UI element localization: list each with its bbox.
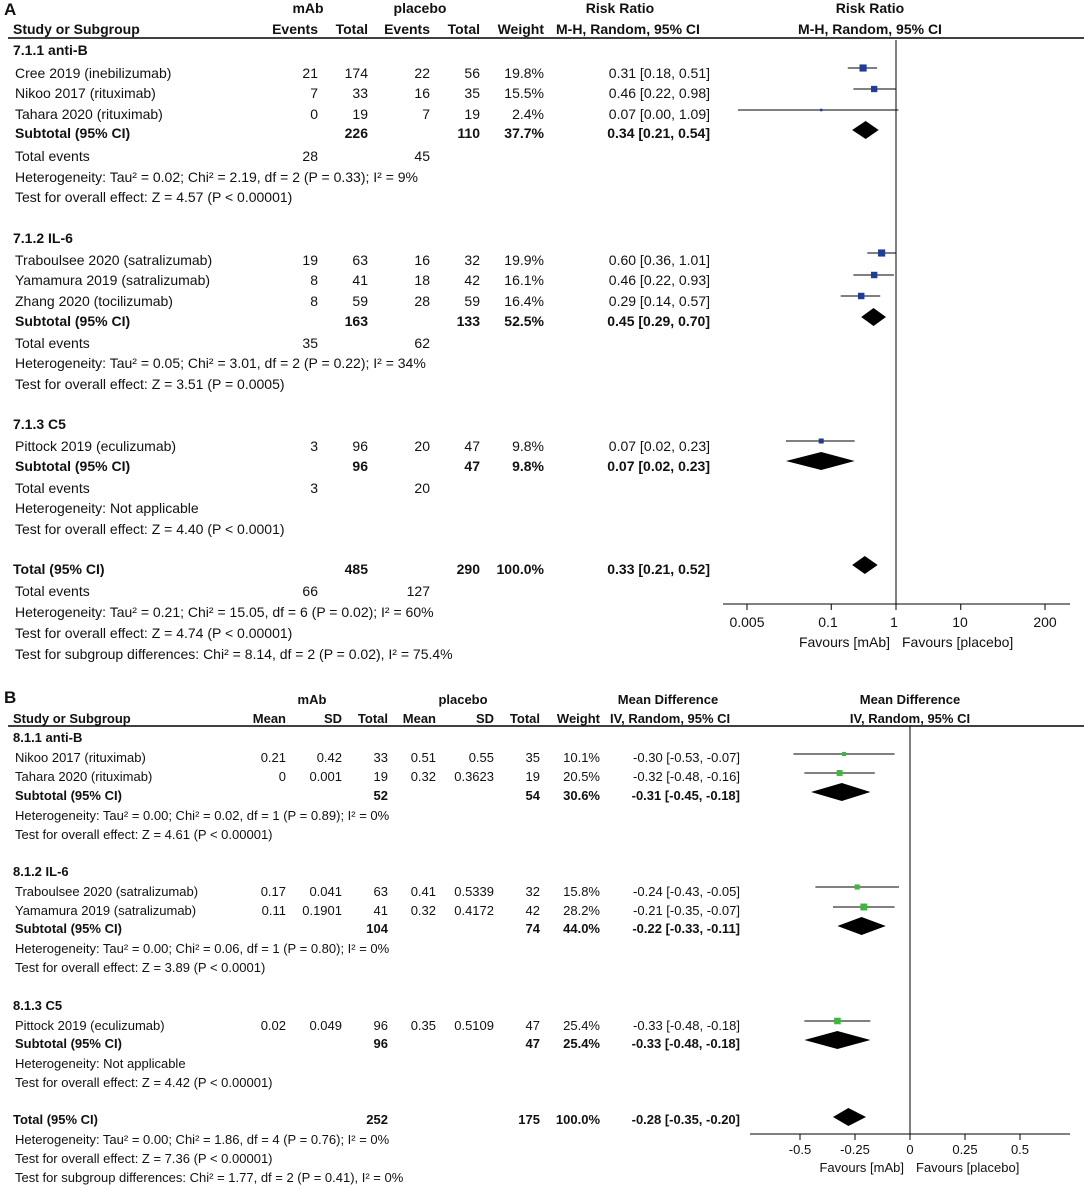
effect-ci: 0.45 [0.29, 0.70] — [607, 313, 710, 329]
total-mab: 19 — [373, 769, 388, 784]
total-mab: 174 — [344, 65, 368, 81]
study-name: Tahara 2020 (rituximab) — [15, 769, 153, 784]
b-subgroup-title: 8.1.2 IL-6 — [13, 864, 69, 879]
total-placebo: 47 — [525, 1036, 540, 1051]
total-placebo: 19 — [525, 769, 540, 784]
total-mab: 226 — [344, 125, 368, 141]
axis-tick-label: 1 — [890, 614, 898, 630]
a-study-marker — [871, 86, 877, 92]
weight: 100.0% — [555, 1112, 600, 1127]
study-name: Yamamura 2019 (satralizumab) — [15, 272, 211, 288]
effect-ci: -0.33 [-0.48, -0.18] — [633, 1018, 740, 1033]
effect-ci: -0.31 [-0.45, -0.18] — [631, 788, 740, 803]
heterogeneity-text: Heterogeneity: Tau² = 0.00; Chi² = 1.86, df = 4 (P = 0.76); I² = 0% — [15, 1132, 390, 1147]
events-placebo: 18 — [414, 272, 430, 288]
events-mab: 8 — [310, 272, 318, 288]
b-effect-title: Mean Difference — [617, 692, 719, 707]
overall-effect-text: Test for overall effect: Z = 7.36 (P < 0.00001) — [15, 1151, 273, 1166]
total-events-label: Total events — [15, 148, 90, 164]
subtotal-label: Subtotal (95% CI) — [15, 313, 131, 329]
events-placebo: 20 — [414, 480, 430, 496]
favours-right: Favours [placebo] — [916, 1160, 1020, 1175]
total-mab: 96 — [352, 438, 368, 454]
a-plot-title: Risk Ratio — [835, 0, 905, 16]
sd-mab: 0.049 — [309, 1018, 342, 1033]
total-placebo: 133 — [456, 313, 480, 329]
study-name: Zhang 2020 (tocilizumab) — [15, 293, 173, 309]
sd-mab: 0.42 — [316, 750, 342, 765]
total-mab: 96 — [352, 458, 368, 474]
a-subgroup-title: 7.1.3 C5 — [13, 416, 66, 432]
weight: 9.8% — [512, 438, 544, 454]
b-plot-method: IV, Random, 95% CI — [849, 711, 971, 726]
b-study-header: Study or Subgroup — [13, 711, 131, 726]
subtotal-label: Subtotal (95% CI) — [15, 1036, 122, 1051]
effect-ci: 0.07 [0.02, 0.23] — [607, 458, 710, 474]
a-plot-method: M-H, Random, 95% CI — [798, 21, 942, 37]
a-effect-method: M-H, Random, 95% CI — [556, 21, 700, 37]
weight: 37.7% — [504, 125, 544, 141]
total-mab: 252 — [366, 1112, 388, 1127]
total-mab: 104 — [366, 921, 388, 936]
events-placebo: 62 — [414, 335, 430, 351]
weight: 44.0% — [563, 921, 600, 936]
mean-placebo: 0.51 — [410, 750, 436, 765]
b-weight-header: Weight — [556, 711, 600, 726]
total-mab: 52 — [373, 788, 388, 803]
b-group1-header: mAb — [297, 692, 327, 707]
total-placebo: 290 — [456, 561, 480, 577]
events-placebo: 45 — [414, 148, 430, 164]
total-placebo: 42 — [525, 903, 540, 918]
axis-tick-label: 0 — [906, 1142, 914, 1157]
axis-tick-label: -0.25 — [840, 1142, 870, 1157]
study-name: Traboulsee 2020 (satralizumab) — [15, 884, 199, 899]
events-mab: 28 — [302, 148, 318, 164]
effect-ci: 0.46 [0.22, 0.93] — [608, 272, 710, 288]
effect-ci: -0.21 [-0.35, -0.07] — [633, 903, 740, 918]
b-diamond — [837, 917, 885, 935]
b-mean1-header: Mean — [252, 711, 286, 726]
total-mab: 485 — [344, 561, 368, 577]
overall-effect-text: Test for overall effect: Z = 3.89 (P < 0.0001) — [15, 960, 266, 975]
favours-right: Favours [placebo] — [902, 634, 1014, 650]
overall-effect-text: Test for overall effect: Z = 4.42 (P < 0.00001) — [15, 1075, 273, 1090]
effect-ci: 0.29 [0.14, 0.57] — [608, 293, 710, 309]
effect-ci: 0.07 [0.00, 1.09] — [608, 106, 710, 122]
mean-mab: 0.02 — [260, 1018, 286, 1033]
heterogeneity-text: Heterogeneity: Tau² = 0.00; Chi² = 0.02, df = 1 (P = 0.89); I² = 0% — [15, 808, 390, 823]
a-diamond — [852, 556, 877, 574]
b-plot-title: Mean Difference — [859, 692, 961, 707]
b-diamond — [833, 1108, 866, 1126]
sd-mab: 0.1901 — [302, 903, 342, 918]
weight: 2.4% — [512, 106, 544, 122]
axis-tick-label: -0.5 — [788, 1142, 812, 1157]
sd-placebo: 0.5339 — [454, 884, 494, 899]
total-label: Total (95% CI) — [13, 561, 105, 577]
axis-tick-label: 0.5 — [1010, 1142, 1030, 1157]
study-name: Yamamura 2019 (satralizumab) — [15, 903, 197, 918]
total-mab: 163 — [344, 313, 368, 329]
a-diamond — [852, 121, 879, 139]
favours-left: Favours [mAb] — [819, 1160, 904, 1175]
events-mab: 35 — [302, 335, 318, 351]
subtotal-label: Subtotal (95% CI) — [15, 788, 122, 803]
total-placebo: 54 — [525, 788, 540, 803]
a-diamond — [786, 452, 855, 470]
favours-left: Favours [mAb] — [798, 634, 890, 650]
effect-ci: -0.22 [-0.33, -0.11] — [632, 921, 740, 936]
sd-placebo: 0.55 — [468, 750, 494, 765]
events-placebo: 20 — [414, 438, 430, 454]
events-placebo: 7 — [422, 106, 430, 122]
b-mean2-header: Mean — [402, 711, 436, 726]
b-total2-header: Total — [509, 711, 540, 726]
subgroup-diff-text: Test for subgroup differences: Chi² = 1.77, df = 2 (P = 0.41), I² = 0% — [15, 1170, 404, 1185]
study-name: Traboulsee 2020 (satralizumab) — [15, 252, 213, 268]
heterogeneity-text: Heterogeneity: Not applicable — [15, 1056, 186, 1071]
b-sd1-header: SD — [323, 711, 342, 726]
a-study-marker — [878, 249, 885, 256]
total-placebo: 175 — [518, 1112, 540, 1127]
total-events-label: Total events — [15, 480, 90, 496]
total-mab: 63 — [373, 884, 388, 899]
total-placebo: 19 — [464, 106, 480, 122]
study-name: Pittock 2019 (eculizumab) — [15, 438, 177, 454]
a-subgroup-title: 7.1.1 anti-B — [13, 42, 88, 58]
a-total1-header: Total — [335, 21, 368, 37]
total-label: Total (95% CI) — [13, 1112, 98, 1127]
a-events1-header: Events — [272, 21, 318, 37]
events-mab: 66 — [302, 583, 318, 599]
sd-mab: 0.041 — [309, 884, 342, 899]
b-study-marker — [834, 1018, 841, 1025]
events-mab: 0 — [310, 106, 318, 122]
effect-ci: 0.46 [0.22, 0.98] — [608, 85, 710, 101]
subtotal-label: Subtotal (95% CI) — [15, 458, 131, 474]
total-placebo: 35 — [464, 85, 480, 101]
b-diamond — [804, 1031, 870, 1049]
weight: 52.5% — [504, 313, 544, 329]
events-mab: 3 — [310, 438, 318, 454]
heterogeneity-text: Heterogeneity: Tau² = 0.00; Chi² = 0.06, df = 1 (P = 0.80); I² = 0% — [15, 941, 390, 956]
weight: 10.1% — [563, 750, 600, 765]
weight: 100.0% — [496, 561, 544, 577]
total-placebo: 74 — [525, 921, 540, 936]
sd-placebo: 0.4172 — [454, 903, 494, 918]
weight: 16.4% — [504, 293, 544, 309]
total-placebo: 47 — [464, 458, 480, 474]
b-diamond — [811, 783, 870, 801]
overall-effect-text: Test for overall effect: Z = 4.57 (P < 0.00001) — [15, 189, 293, 205]
axis-tick-label: 200 — [1033, 614, 1057, 630]
mean-placebo: 0.32 — [410, 769, 436, 784]
effect-ci: 0.33 [0.21, 0.52] — [607, 561, 710, 577]
total-placebo: 32 — [525, 884, 540, 899]
weight: 25.4% — [563, 1036, 600, 1051]
b-sd2-header: SD — [475, 711, 494, 726]
a-study-marker — [819, 438, 824, 443]
effect-ci: 0.07 [0.02, 0.23] — [608, 438, 710, 454]
effect-ci: -0.32 [-0.48, -0.16] — [633, 769, 740, 784]
panel-a-letter: A — [4, 0, 17, 19]
events-mab: 21 — [302, 65, 318, 81]
effect-ci: 0.34 [0.21, 0.54] — [607, 125, 710, 141]
heterogeneity-text: Heterogeneity: Tau² = 0.05; Chi² = 3.01, df = 2 (P = 0.22); I² = 34% — [15, 355, 426, 371]
events-mab: 3 — [310, 480, 318, 496]
a-study-header: Study or Subgroup — [13, 21, 140, 37]
study-name: Pittock 2019 (eculizumab) — [15, 1018, 165, 1033]
weight: 28.2% — [563, 903, 600, 918]
overall-effect-text: Test for overall effect: Z = 4.61 (P < 0.00001) — [15, 827, 273, 842]
events-placebo: 16 — [414, 252, 430, 268]
total-placebo: 47 — [525, 1018, 540, 1033]
b-subgroup-title: 8.1.1 anti-B — [13, 730, 83, 745]
total-placebo: 47 — [464, 438, 480, 454]
mean-placebo: 0.41 — [410, 884, 436, 899]
total-placebo: 59 — [464, 293, 480, 309]
subgroup-diff-text: Test for subgroup differences: Chi² = 8.14, df = 2 (P = 0.02), I² = 75.4% — [15, 646, 453, 662]
effect-ci: -0.33 [-0.48, -0.18] — [631, 1036, 740, 1051]
sd-placebo: 0.5109 — [454, 1018, 494, 1033]
total-events-label: Total events — [15, 583, 90, 599]
weight: 19.8% — [504, 65, 544, 81]
total-mab: 59 — [352, 293, 368, 309]
b-group2-header: placebo — [438, 692, 488, 707]
sd-mab: 0.001 — [309, 769, 342, 784]
heterogeneity-text: Heterogeneity: Not applicable — [15, 500, 199, 516]
subtotal-label: Subtotal (95% CI) — [15, 125, 131, 141]
overall-effect-text: Test for overall effect: Z = 3.51 (P = 0.0005) — [15, 376, 285, 392]
weight: 19.9% — [504, 252, 544, 268]
a-study-marker — [860, 64, 867, 71]
study-name: Nikoo 2017 (rituximab) — [15, 85, 156, 101]
events-mab: 7 — [310, 85, 318, 101]
events-placebo: 16 — [414, 85, 430, 101]
total-mab: 33 — [352, 85, 368, 101]
b-study-marker — [860, 904, 867, 911]
weight: 25.4% — [563, 1018, 600, 1033]
effect-ci: 0.60 [0.36, 1.01] — [608, 252, 710, 268]
a-subgroup-title: 7.1.2 IL-6 — [13, 230, 73, 246]
axis-tick-label: 0.1 — [818, 614, 838, 630]
events-mab: 19 — [302, 252, 318, 268]
mean-mab: 0.21 — [260, 750, 286, 765]
a-group1-header: mAb — [292, 0, 324, 16]
b-study-marker — [842, 752, 846, 756]
study-name: Nikoo 2017 (rituximab) — [15, 750, 146, 765]
total-mab: 63 — [352, 252, 368, 268]
a-total2-header: Total — [447, 21, 480, 37]
total-placebo: 110 — [457, 125, 480, 141]
a-weight-header: Weight — [497, 21, 544, 37]
weight: 30.6% — [563, 788, 600, 803]
mean-placebo: 0.35 — [410, 1018, 436, 1033]
b-total1-header: Total — [357, 711, 388, 726]
weight: 15.5% — [504, 85, 544, 101]
weight: 9.8% — [512, 458, 544, 474]
weight: 15.8% — [563, 884, 600, 899]
heterogeneity-text: Heterogeneity: Tau² = 0.21; Chi² = 15.05, df = 6 (P = 0.02); I² = 60% — [15, 604, 434, 620]
effect-ci: -0.30 [-0.53, -0.07] — [633, 750, 740, 765]
a-study-marker — [858, 293, 864, 299]
b-subgroup-title: 8.1.3 C5 — [13, 998, 63, 1013]
a-study-marker — [871, 272, 877, 278]
events-placebo: 127 — [406, 583, 430, 599]
total-events-label: Total events — [15, 335, 90, 351]
heterogeneity-text: Heterogeneity: Tau² = 0.02; Chi² = 2.19, df = 2 (P = 0.33); I² = 9% — [15, 169, 418, 185]
sd-placebo: 0.3623 — [454, 769, 494, 784]
total-mab: 33 — [373, 750, 388, 765]
effect-ci: -0.24 [-0.43, -0.05] — [633, 884, 740, 899]
weight: 16.1% — [504, 272, 544, 288]
total-mab: 19 — [352, 106, 368, 122]
events-mab: 8 — [310, 293, 318, 309]
mean-mab: 0 — [278, 769, 286, 784]
mean-mab: 0.17 — [260, 884, 286, 899]
mean-mab: 0.11 — [261, 903, 286, 918]
a-events2-header: Events — [384, 21, 430, 37]
study-name: Tahara 2020 (rituximab) — [15, 106, 163, 122]
overall-effect-text: Test for overall effect: Z = 4.40 (P < 0.0001) — [15, 521, 285, 537]
total-mab: 41 — [373, 903, 388, 918]
mean-placebo: 0.32 — [410, 903, 436, 918]
effect-ci: 0.31 [0.18, 0.51] — [608, 65, 710, 81]
total-placebo: 35 — [525, 750, 540, 765]
total-mab: 41 — [352, 272, 368, 288]
axis-tick-label: 0.005 — [729, 614, 765, 630]
overall-effect-text: Test for overall effect: Z = 4.74 (P < 0.00001) — [15, 625, 293, 641]
total-placebo: 32 — [464, 252, 480, 268]
total-mab: 96 — [373, 1018, 388, 1033]
weight: 20.5% — [563, 769, 600, 784]
b-study-marker — [855, 884, 860, 889]
events-placebo: 22 — [414, 65, 430, 81]
effect-ci: -0.28 [-0.35, -0.20] — [631, 1112, 740, 1127]
total-mab: 96 — [373, 1036, 388, 1051]
a-group2-header: placebo — [393, 0, 447, 16]
subtotal-label: Subtotal (95% CI) — [15, 921, 122, 936]
a-effect-title: Risk Ratio — [585, 0, 655, 16]
total-placebo: 42 — [464, 272, 480, 288]
total-placebo: 56 — [464, 65, 480, 81]
a-study-marker — [820, 109, 822, 111]
axis-tick-label: 10 — [952, 614, 968, 630]
events-placebo: 28 — [414, 293, 430, 309]
a-diamond — [861, 308, 886, 326]
b-effect-method: IV, Random, 95% CI — [610, 711, 731, 726]
panel-b-letter: B — [4, 688, 17, 707]
axis-tick-label: 0.25 — [952, 1142, 978, 1157]
b-study-marker — [837, 770, 843, 776]
study-name: Cree 2019 (inebilizumab) — [15, 65, 172, 81]
